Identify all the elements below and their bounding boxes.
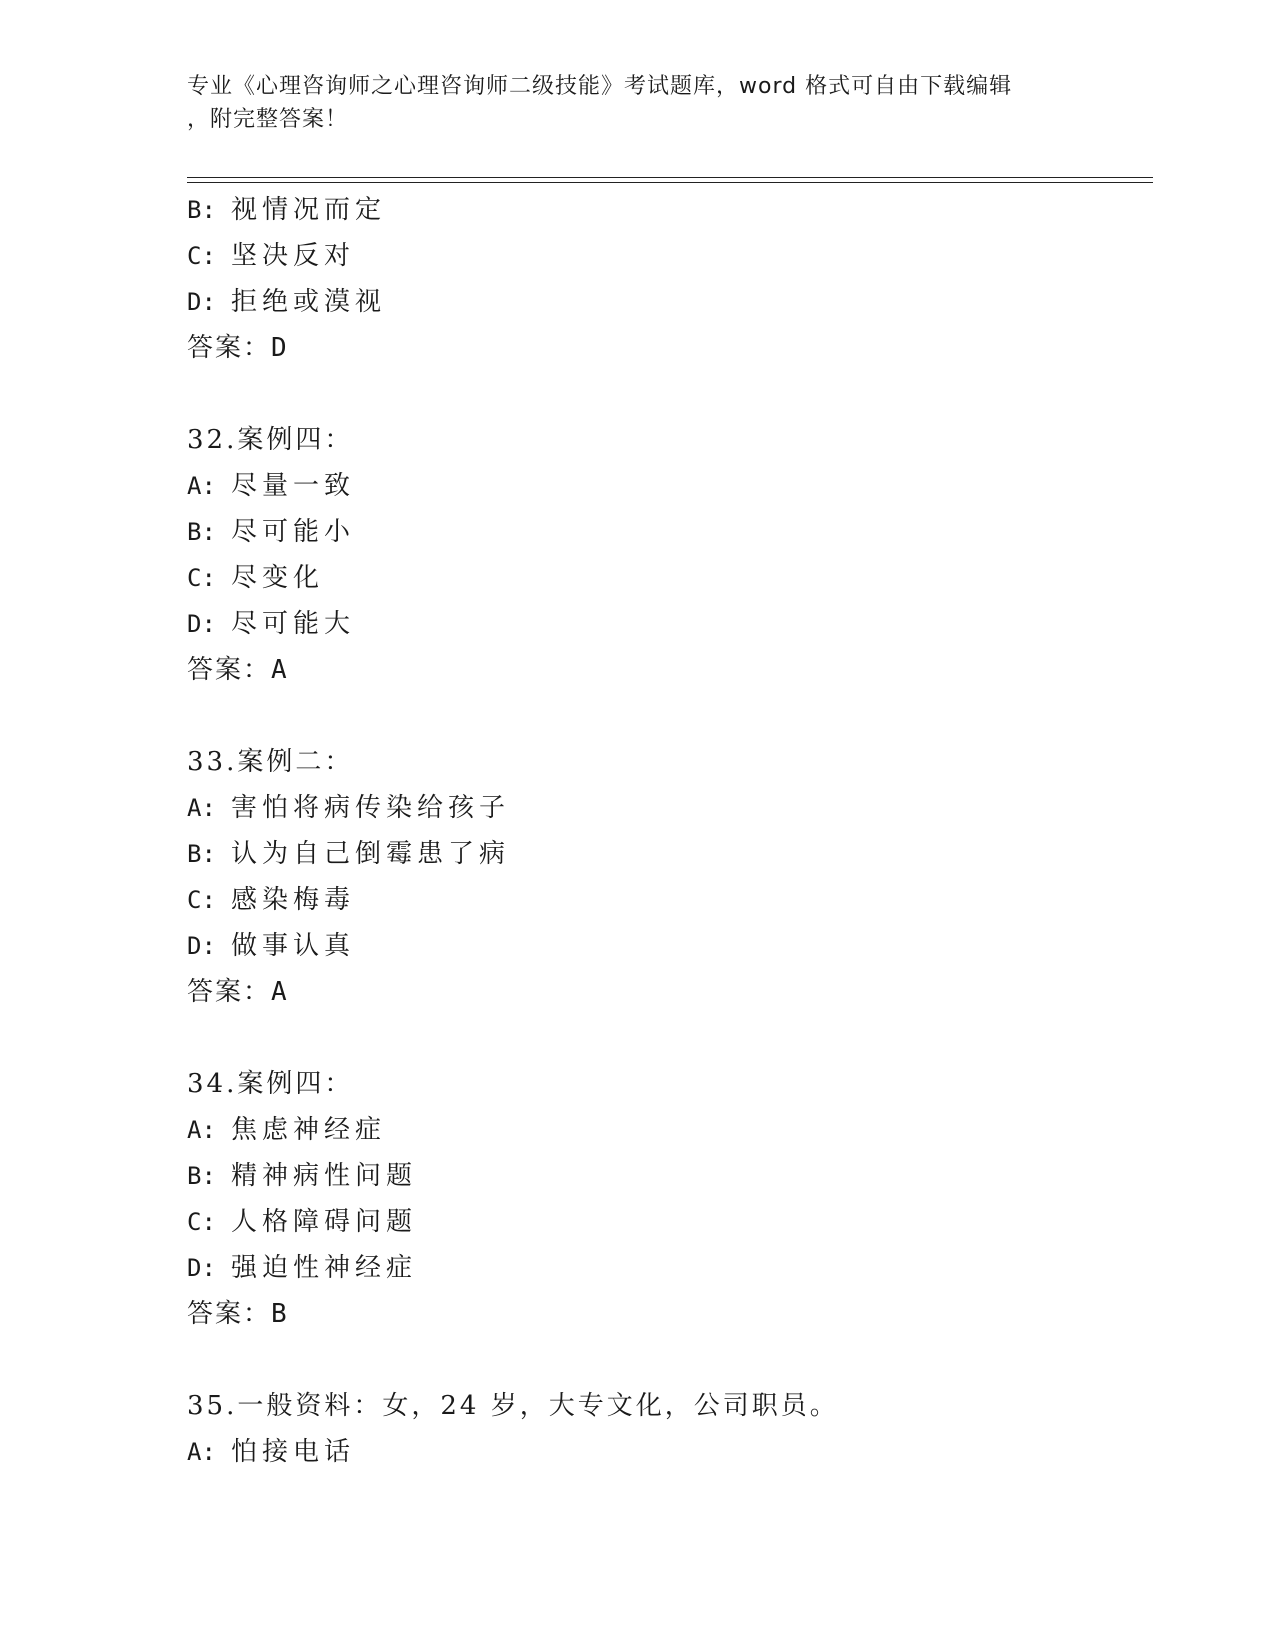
option-text: 焦虑神经症	[231, 1115, 387, 1145]
header-divider-bottom	[187, 182, 1153, 183]
question-33	[187, 739, 1147, 1015]
option-text: 尽变化	[231, 563, 325, 593]
answer-label: 答案：	[187, 977, 272, 1007]
option-row	[187, 1107, 1147, 1153]
option-letter: B:	[187, 518, 216, 546]
option-letter: D:	[187, 610, 216, 638]
option-row	[187, 831, 1147, 877]
option-text: 害怕将病传染给孩子	[231, 793, 511, 823]
option-text: 尽可能小	[231, 517, 356, 547]
answer-line	[187, 1291, 1147, 1337]
option-letter: D:	[187, 1254, 216, 1282]
option-row	[187, 1199, 1147, 1245]
option-row	[187, 187, 1147, 233]
answer-label: 答案：	[187, 655, 272, 685]
document-header	[187, 70, 1087, 136]
option-letter: C:	[187, 886, 216, 914]
answer-line	[187, 647, 1147, 693]
header-divider-top	[187, 177, 1153, 178]
option-letter: A:	[187, 1116, 216, 1144]
option-text: 尽量一致	[231, 471, 356, 501]
answer-label: 答案：	[187, 1299, 272, 1329]
option-row	[187, 923, 1147, 969]
option-text: 做事认真	[231, 931, 356, 961]
option-letter: C:	[187, 242, 216, 270]
answer-value: D	[271, 333, 287, 363]
option-row	[187, 1429, 1147, 1475]
option-text: 怕接电话	[231, 1437, 356, 1467]
question-35	[187, 1383, 1147, 1475]
option-row	[187, 785, 1147, 831]
option-letter: C:	[187, 564, 216, 592]
option-row	[187, 1245, 1147, 1291]
answer-value: B	[271, 1299, 287, 1329]
question-title: 33.案例二：	[187, 747, 354, 777]
option-row	[187, 279, 1147, 325]
option-row	[187, 233, 1147, 279]
option-row	[187, 509, 1147, 555]
question-title: 35.一般资料：女，24 岁，大专文化，公司职员。	[187, 1391, 839, 1421]
question-list	[187, 187, 1147, 1475]
option-text: 视情况而定	[231, 195, 387, 225]
option-row	[187, 555, 1147, 601]
option-letter: D:	[187, 288, 216, 316]
option-text: 拒绝或漠视	[231, 287, 387, 317]
option-letter: B:	[187, 1162, 216, 1190]
option-text: 强迫性神经症	[231, 1253, 418, 1283]
question-title: 32.案例四：	[187, 425, 354, 455]
option-text: 精神病性问题	[231, 1161, 418, 1191]
option-text: 人格障碍问题	[231, 1207, 418, 1237]
option-row	[187, 1153, 1147, 1199]
answer-line	[187, 325, 1147, 371]
option-letter: A:	[187, 794, 216, 822]
option-row	[187, 877, 1147, 923]
answer-value: A	[271, 655, 287, 685]
option-row	[187, 463, 1147, 509]
header-line-2: ，附完整答案！	[187, 107, 349, 132]
option-letter: A:	[187, 1438, 216, 1466]
option-text: 坚决反对	[231, 241, 356, 271]
answer-value: A	[271, 977, 287, 1007]
header-line-1: 专业《心理咨询师之心理咨询师二级技能》考试题库，word 格式可自由下载编辑	[187, 74, 1013, 99]
question-title: 34.案例四：	[187, 1069, 354, 1099]
option-text: 认为自己倒霉患了病	[231, 839, 511, 869]
option-letter: B:	[187, 840, 216, 868]
question-31-continuation	[187, 187, 1147, 371]
question-32	[187, 417, 1147, 693]
answer-label: 答案：	[187, 333, 272, 363]
option-letter: B:	[187, 196, 216, 224]
option-row	[187, 601, 1147, 647]
answer-line	[187, 969, 1147, 1015]
option-letter: D:	[187, 932, 216, 960]
option-text: 尽可能大	[231, 609, 356, 639]
option-letter: A:	[187, 472, 216, 500]
question-34	[187, 1061, 1147, 1337]
option-text: 感染梅毒	[231, 885, 356, 915]
option-letter: C:	[187, 1208, 216, 1236]
